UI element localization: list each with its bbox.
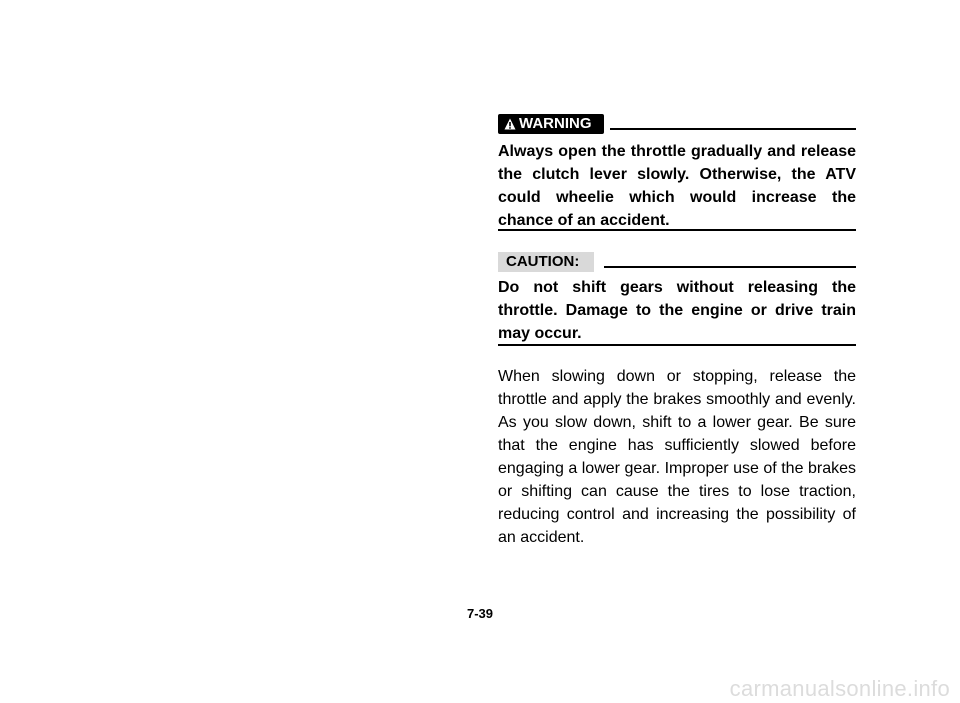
warning-lead-line (610, 128, 856, 130)
warning-triangle-icon (504, 118, 516, 130)
body-text-block (498, 365, 856, 549)
warning-end-rule (498, 229, 856, 231)
watermark: carmanualsonline.info (729, 676, 950, 701)
warning-header (498, 114, 856, 138)
warning-text: Always open the throttle gradually and release the clutch lever slowly. Otherwise, the ATV could wheelie which would increase the chance of an accident. (498, 143, 856, 229)
caution-header (498, 252, 856, 276)
caution-label: CAUTION (506, 253, 575, 270)
caution-text: Do not shift gears without releasing the throttle. Damage to the engine or drive train may occur. (498, 279, 856, 342)
warning-text-block (498, 140, 856, 232)
body-paragraph: When slowing down or stopping, release the throttle and apply the brakes smoothly and evenly. As you slow down, shift to a lower gear. Be sure that the engine has sufficiently slowed before engaging a lower gear. Improper use of the brakes or shifting can cause the tires to lose traction, reducing control and increasing the possibility of an accident. (498, 368, 856, 546)
caution-end-rule (498, 344, 856, 346)
caution-lead-line (604, 266, 856, 268)
caution-colon: : (574, 253, 580, 270)
page-number: 7-39 (466, 606, 494, 621)
warning-label: WARNING (519, 115, 592, 132)
caution-badge (498, 252, 594, 272)
warning-badge (498, 114, 604, 134)
caution-text-block (498, 276, 856, 345)
